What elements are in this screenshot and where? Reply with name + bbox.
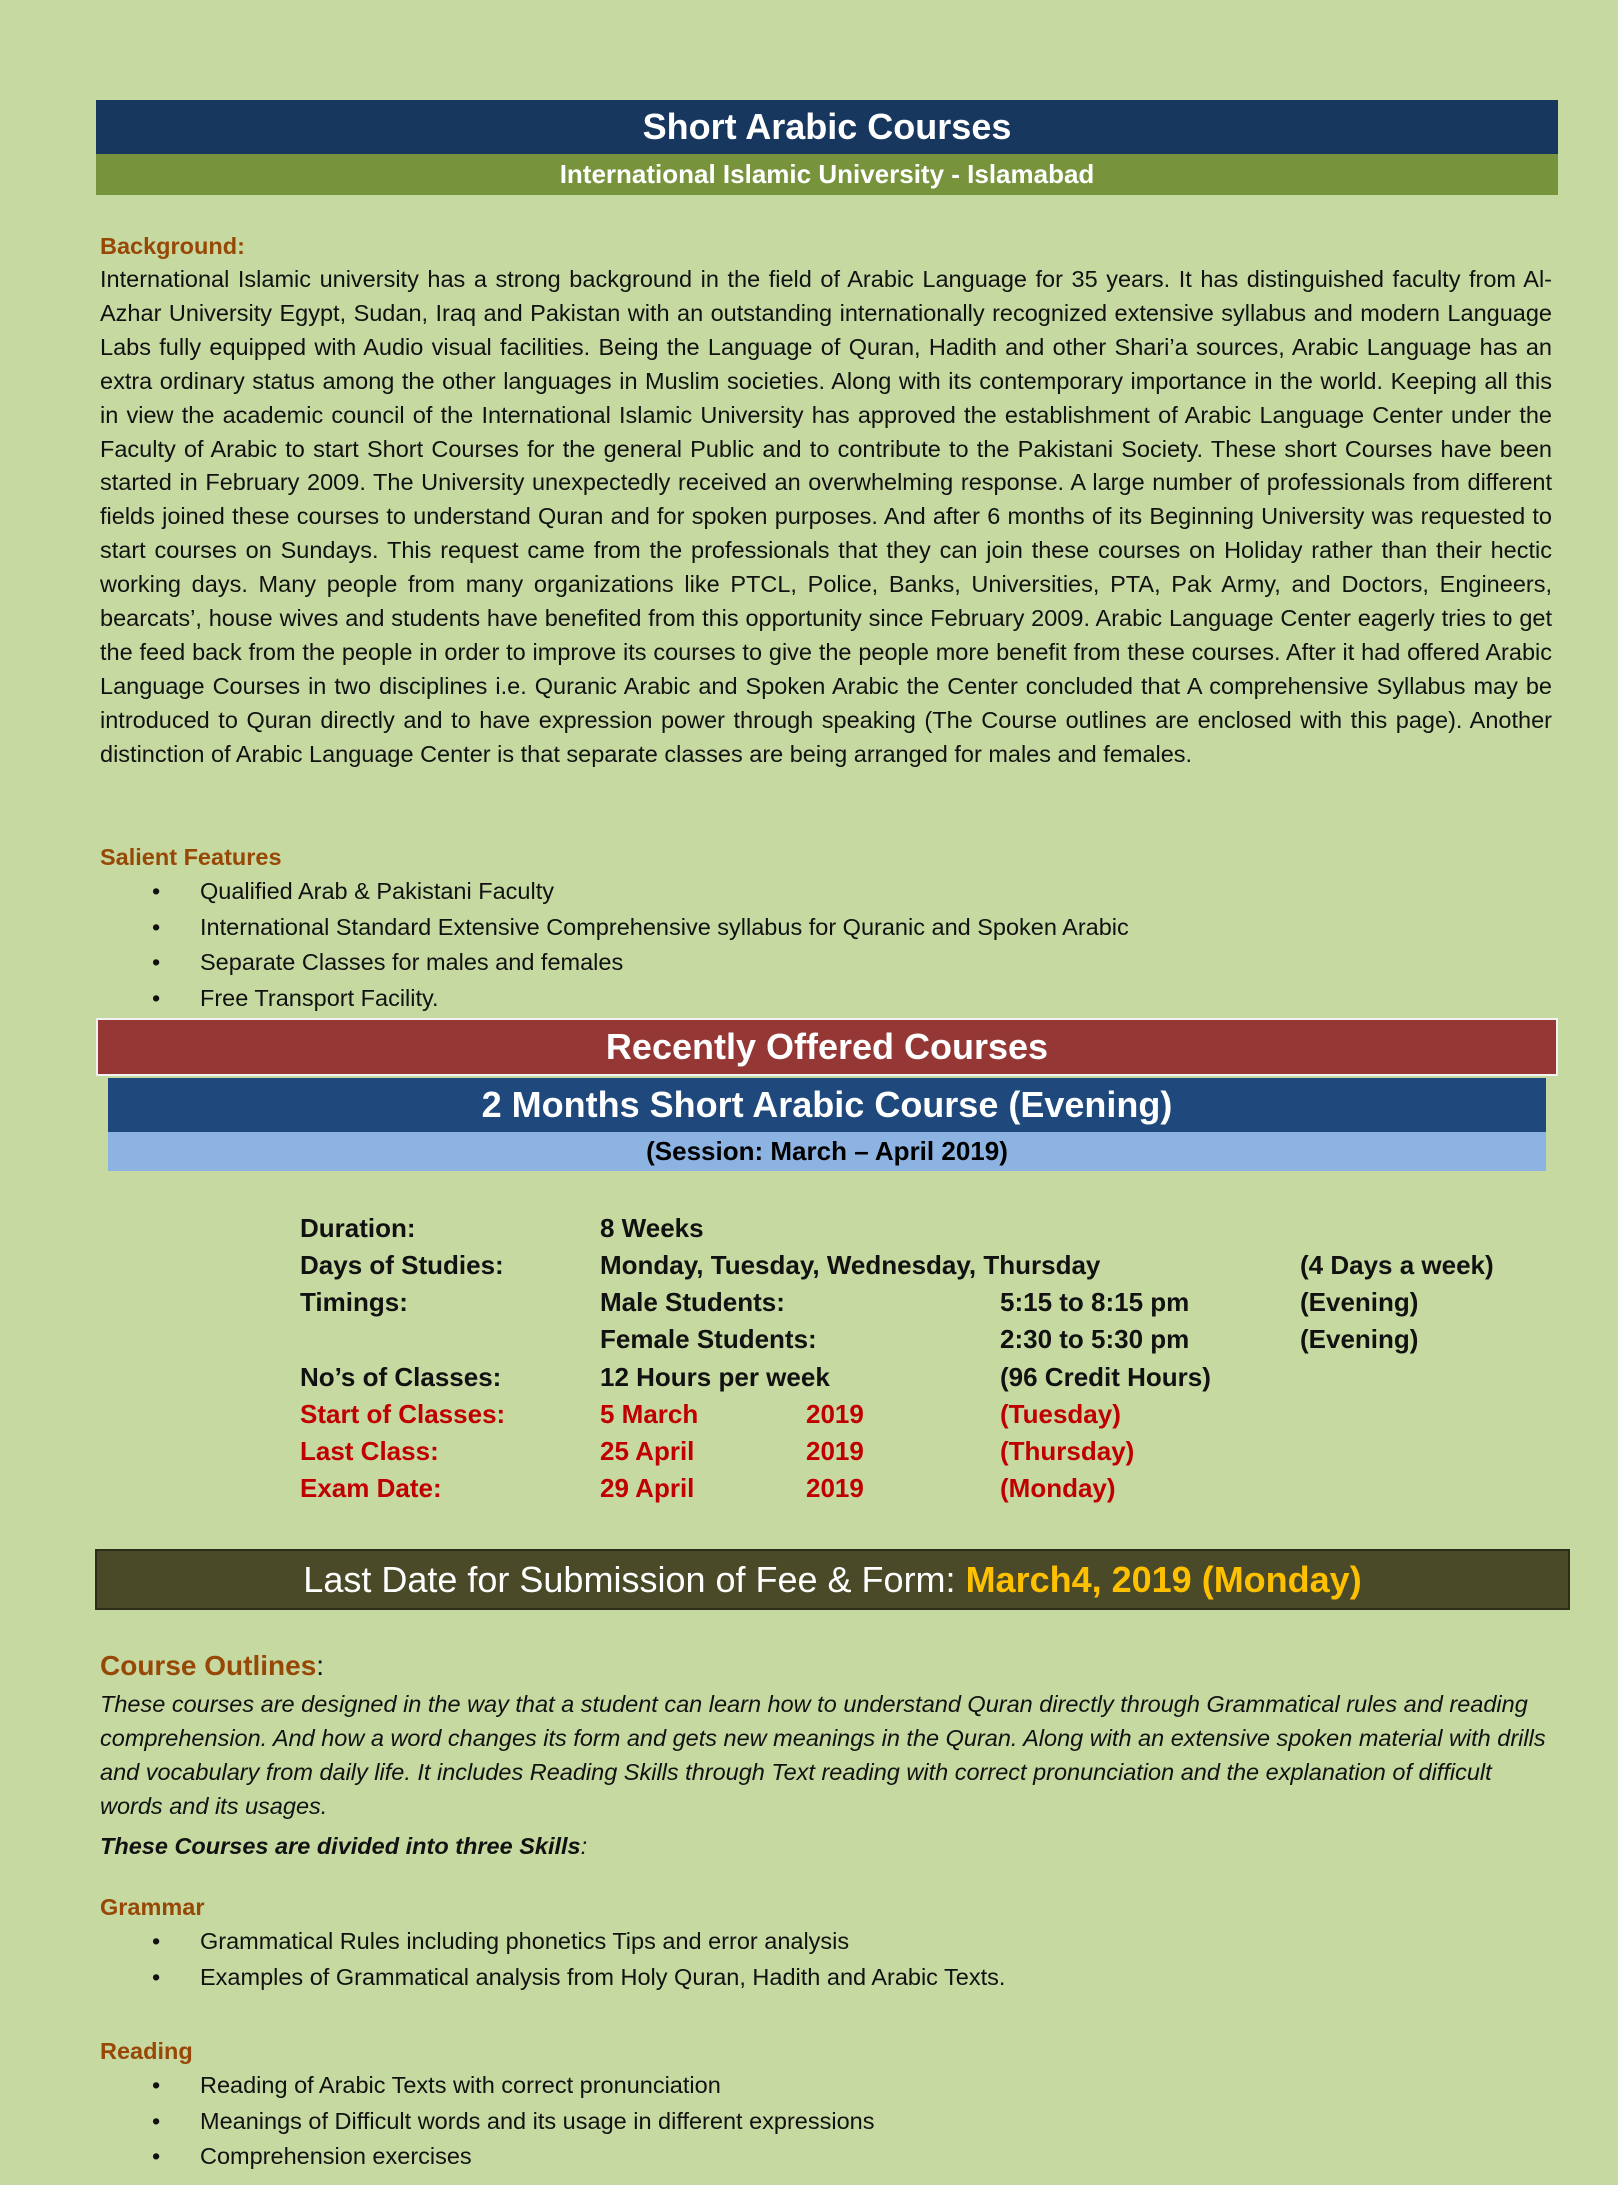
list-item: • Comprehension exercises xyxy=(100,2139,1500,2175)
background-paragraph: International Islamic university has a strong background in the field of Arabic Language for 35 years. It has distinguished faculty from Al-Azhar University Egypt, Sudan, Iraq and Pakistan with an outstanding internationally recognized extensive syllabus and modern Language Labs fully equipped with Audio visual facilities. Being the Language of Quran, Hadith and other Shari’a sources, Arabic Language has an extra ordinary status among the other languages in Muslim societies. Along with its contemporary importance in the world. Keeping all this in view the academic council of the International Islamic University has approved the establishment of Arabic Language Center under the Faculty of Arabic to start Short Courses for the general Public and to contribute to the Pakistani Society. These short Courses have been started in February 2009. The University unexpectedly received an overwhelming response. A large number of professionals from different fields joined these courses to understand Quran and for spoken purposes. And after 6 months of its Beginning University was requested to start courses on Sundays. This request came from the professionals that they can join these courses on Holiday rather than their hectic working days. Many people from many organizations like PTCL, Police, Banks, Universities, PTA, Pak Army, and Doctors, Engineers, bearcats’, house wives and students have benefited from this opportunity since February 2009. Arabic Language Center eagerly tries to get the feed back from the people in order to improve its courses to give the people more benefit from these courses. After it had offered Arabic Language Courses in two disciplines i.e. Quranic Arabic and Spoken Arabic the Center concluded that A comprehensive Syllabus may be introduced to Quran directly and to have expression power through speaking (The Course outlines are enclosed with this page). Another distinction of Arabic Language Center is that separate classes are being arranged for males and females. xyxy=(100,266,1552,767)
list-item: • Examples of Grammatical analysis from Holy Quran, Hadith and Arabic Texts. xyxy=(100,1960,1500,1996)
exam-year: 2019 xyxy=(806,1473,864,1503)
fee-deadline-date: March4, 2019 (Monday) xyxy=(965,1559,1362,1600)
list-item: • Separate Classes for males and females xyxy=(100,945,1500,981)
female-students-label: Female Students: xyxy=(600,1324,817,1354)
course-outlines-heading: Course Outlines: xyxy=(100,1650,325,1681)
start-day: (Tuesday) xyxy=(1000,1399,1121,1429)
reading-list xyxy=(100,2068,1500,2175)
duration-value: 8 Weeks xyxy=(600,1213,704,1243)
duration-label: Duration: xyxy=(300,1213,416,1243)
list-item: • International Standard Extensive Comprehensive syllabus for Quranic and Spoken Arabic xyxy=(100,910,1500,946)
list-item: • Grammatical Rules including phonetics Tips and error analysis xyxy=(100,1924,1500,1960)
bullet-icon: • xyxy=(152,913,161,940)
bullet-icon: • xyxy=(152,878,161,904)
classes-note: (96 Credit Hours) xyxy=(1000,1362,1211,1392)
male-students-label: Male Students: xyxy=(600,1287,785,1317)
salient-features-list xyxy=(100,874,1500,1016)
fee-deadline-label: Last Date for Submission of Fee & Form: xyxy=(303,1559,966,1600)
last-class-year: 2019 xyxy=(806,1436,864,1466)
salient-features-heading: Salient Features xyxy=(100,844,282,870)
timings-label: Timings: xyxy=(300,1287,408,1317)
last-class-day: (Thursday) xyxy=(1000,1436,1135,1466)
male-students-time: 5:15 to 8:15 pm xyxy=(1000,1287,1190,1317)
list-item: • Free Transport Facility. xyxy=(100,981,1500,1017)
session-label: (Session: March – April 2019) xyxy=(108,1132,1546,1171)
last-class-label: Last Class: xyxy=(300,1436,439,1466)
recent-courses-heading: Recently Offered Courses xyxy=(96,1018,1558,1076)
bullet-icon: • xyxy=(152,2072,161,2098)
bullet-icon: • xyxy=(152,1928,161,1954)
female-students-note: (Evening) xyxy=(1300,1324,1419,1354)
classes-label: No’s of Classes: xyxy=(300,1362,502,1392)
exam-day: (Monday) xyxy=(1000,1473,1116,1503)
skills-intro: These Courses are divided into three Skills: xyxy=(100,1833,588,1859)
bullet-icon: • xyxy=(152,2107,161,2134)
list-item: • Meanings of Difficult words and its usage in different expressions xyxy=(100,2104,1500,2140)
male-students-note: (Evening) xyxy=(1300,1287,1419,1317)
exam-label: Exam Date: xyxy=(300,1473,442,1503)
start-date: 5 March xyxy=(600,1399,699,1429)
bullet-icon: • xyxy=(152,984,161,1011)
list-item: • Qualified Arab & Pakistani Faculty xyxy=(100,874,1500,910)
start-label: Start of Classes: xyxy=(300,1399,506,1429)
bullet-icon: • xyxy=(152,1963,161,1990)
bullet-icon: • xyxy=(152,949,161,975)
page-title: Short Arabic Courses xyxy=(96,100,1558,154)
days-value: Monday, Tuesday, Wednesday, Thursday xyxy=(600,1250,1101,1280)
classes-value: 12 Hours per week xyxy=(600,1362,830,1392)
days-label: Days of Studies: xyxy=(300,1250,504,1280)
course-outlines-paragraph: These courses are designed in the way that a student can learn how to understand Quran directly through Grammatical rules and reading comprehension. And how a word changes its form and gets new meanings in the Quran. Along with an extensive spoken material with drills and vocabulary from daily life. It includes Reading Skills through Text reading with correct pronunciation and the explanation of difficult words and its usages. xyxy=(100,1691,1546,1819)
last-class-date: 25 April xyxy=(600,1436,695,1466)
fee-deadline-banner xyxy=(95,1549,1570,1610)
exam-date: 29 April xyxy=(600,1473,695,1503)
bullet-icon: • xyxy=(152,2143,161,2169)
list-item: • Reading of Arabic Texts with correct pronunciation xyxy=(100,2068,1500,2104)
grammar-list xyxy=(100,1924,1500,1995)
background-heading: Background: xyxy=(100,233,245,259)
female-students-time: 2:30 to 5:30 pm xyxy=(1000,1324,1190,1354)
reading-heading: Reading xyxy=(100,2038,193,2064)
days-note: (4 Days a week) xyxy=(1300,1250,1494,1280)
grammar-heading: Grammar xyxy=(100,1894,205,1920)
start-year: 2019 xyxy=(806,1399,864,1429)
page-subtitle: International Islamic University - Islamabad xyxy=(96,154,1558,195)
course-title: 2 Months Short Arabic Course (Evening) xyxy=(108,1078,1546,1132)
